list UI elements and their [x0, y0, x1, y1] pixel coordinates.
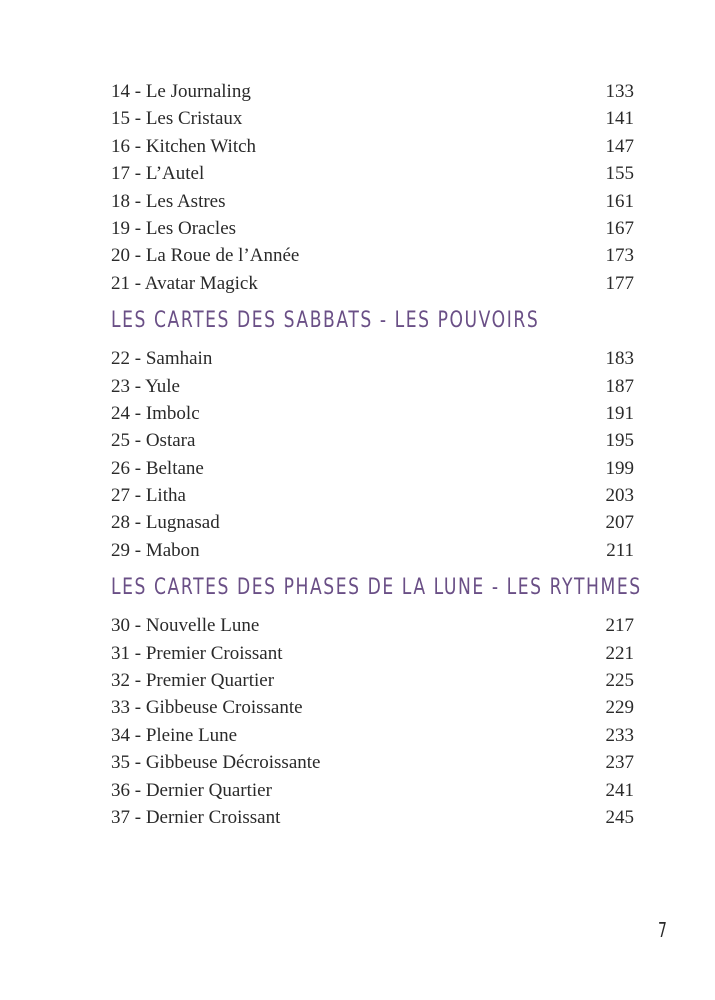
toc-entry-label: 18 - Les Astres: [111, 190, 226, 212]
toc-entry-label: 30 - Nouvelle Lune: [111, 615, 260, 637]
toc-entry-page: 155: [605, 163, 634, 185]
toc-entry-label: 33 - Gibbeuse Croissante: [111, 697, 303, 719]
toc-entry-page: 187: [605, 375, 634, 397]
toc-entry-label: 14 - Le Journaling: [111, 81, 251, 102]
toc-entry[interactable]: [111, 640, 634, 667]
toc-entry-label: 34 - Pleine Lune: [111, 724, 238, 746]
toc-entry[interactable]: [111, 188, 634, 215]
toc-entry-label: 16 - Kitchen Witch: [111, 135, 257, 157]
toc-entry-page: 161: [605, 190, 634, 212]
toc-entry-page: 167: [605, 217, 634, 239]
section-title: LES CARTES DES PHASES DE LA LUNE - LES RYTHMES: [111, 575, 642, 601]
toc-entry-page: 241: [605, 779, 634, 801]
toc-entry[interactable]: [111, 777, 634, 804]
toc-entry-page: 141: [605, 108, 634, 130]
toc-entry-page: 203: [605, 485, 634, 507]
toc-entry[interactable]: [111, 242, 634, 269]
toc-entry[interactable]: [111, 804, 634, 831]
toc-entry[interactable]: [111, 537, 634, 564]
section-title: LES CARTES DES SABBATS - LES POUVOIRS: [111, 308, 540, 334]
toc-entry[interactable]: [111, 612, 634, 639]
toc-entry[interactable]: [111, 215, 634, 242]
toc-entry[interactable]: [111, 133, 634, 160]
toc-entry-label: 31 - Premier Croissant: [111, 642, 283, 664]
toc-entry[interactable]: [111, 749, 634, 776]
toc-entry-label: 17 - L’Autel: [111, 163, 205, 185]
toc-entry-page: 245: [605, 806, 634, 828]
toc-entry-page: 133: [605, 81, 634, 102]
toc-entry[interactable]: [111, 427, 634, 454]
toc-entry[interactable]: [111, 400, 634, 427]
toc-entry[interactable]: [111, 482, 634, 509]
toc-entry-label: 19 - Les Oracles: [111, 217, 237, 239]
toc-entry[interactable]: [111, 509, 634, 536]
toc-entry-page: 207: [605, 512, 634, 534]
toc-entry-label: 24 - Imbolc: [111, 402, 200, 424]
toc-entry-page: 183: [605, 348, 634, 370]
toc-entry-label: 32 - Premier Quartier: [111, 670, 275, 692]
toc-entry[interactable]: [111, 270, 634, 297]
toc-entry-page: 211: [606, 539, 634, 561]
toc-entry[interactable]: [111, 78, 634, 105]
toc-entry-page: 217: [605, 615, 634, 637]
toc-entry-label: 37 - Dernier Croissant: [111, 806, 281, 828]
toc-entry[interactable]: [111, 160, 634, 187]
toc-entry-page: 199: [605, 457, 634, 479]
toc-entry-page: 237: [605, 752, 634, 774]
toc-entry-label: 25 - Ostara: [111, 430, 196, 452]
toc-entry[interactable]: [111, 694, 634, 721]
toc-entry-page: 225: [605, 670, 634, 692]
toc-entry-label: 26 - Beltane: [111, 457, 204, 479]
toc-entry-label: 28 - Lugnasad: [111, 512, 220, 534]
toc-entry-page: 147: [605, 135, 634, 157]
toc-entry-page: 229: [605, 697, 634, 719]
table-of-contents: [111, 78, 642, 831]
toc-entry-label: 27 - Litha: [111, 485, 186, 507]
toc-entry-page: 177: [605, 272, 634, 294]
toc-entry[interactable]: [111, 667, 634, 694]
toc-entry[interactable]: [111, 105, 634, 132]
toc-entry-page: 195: [605, 430, 634, 452]
toc-entry-label: 20 - La Roue de l’Année: [111, 245, 300, 267]
toc-entry-page: 173: [605, 245, 634, 267]
toc-entry-label: 35 - Gibbeuse Décroissante: [111, 752, 321, 774]
toc-entry-label: 22 - Samhain: [111, 348, 213, 370]
toc-entry[interactable]: [111, 373, 634, 400]
toc-entry-label: 36 - Dernier Quartier: [111, 779, 272, 801]
toc-entry-label: 29 - Mabon: [111, 539, 200, 561]
toc-section: [111, 564, 642, 831]
toc-entry[interactable]: [111, 345, 634, 372]
toc-entry-label: 15 - Les Cristaux: [111, 108, 243, 130]
toc-entry-label: 21 - Avatar Magick: [111, 272, 258, 294]
toc-entry-page: 191: [605, 402, 634, 424]
toc-entry[interactable]: [111, 722, 634, 749]
toc-entry[interactable]: [111, 455, 634, 482]
toc-section: [111, 78, 634, 297]
toc-entry-page: 233: [605, 724, 634, 746]
toc-section: [111, 297, 634, 564]
toc-entry-page: 221: [605, 642, 634, 664]
page-number: 7: [658, 918, 667, 942]
toc-entry-label: 23 - Yule: [111, 375, 180, 397]
